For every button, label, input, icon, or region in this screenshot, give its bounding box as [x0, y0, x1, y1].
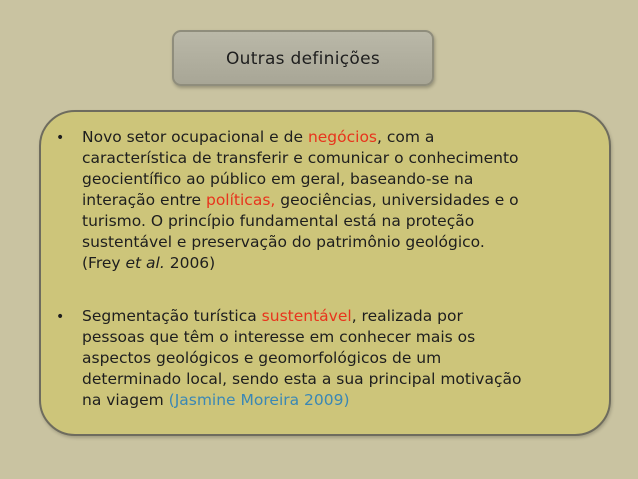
text-segment: na viagem [82, 391, 169, 409]
highlighted-text: (Jasmine Moreira 2009) [168, 391, 350, 409]
text-segment: , com a [377, 128, 435, 146]
text-line [82, 306, 602, 327]
text-segment: et al. [125, 254, 165, 272]
text-line [82, 211, 602, 232]
text-segment: determinado local, sendo esta a sua principal motivação [82, 370, 522, 388]
text-segment: 2006) [164, 254, 216, 272]
bullet-text [82, 127, 602, 274]
highlighted-text: sustentável [261, 307, 352, 325]
text-line [82, 169, 602, 190]
text-line [82, 127, 602, 148]
text-segment: interação entre [82, 191, 206, 209]
text-segment: aspectos geológicos e geomorfológicos de um [82, 349, 442, 367]
title-box [172, 30, 434, 86]
content-box [39, 110, 611, 436]
bullet-text [82, 306, 602, 411]
text-segment: característica de transferir e comunicar o conhecimento [82, 149, 519, 167]
highlighted-text: negócios [307, 128, 378, 146]
text-line [82, 348, 602, 369]
text-segment: Segmentação turística [82, 307, 262, 325]
text-segment: sustentável e preservação do patrimônio geológico. [82, 233, 485, 251]
text-line [82, 253, 602, 274]
bullet-icon: • [56, 130, 65, 146]
text-line [82, 190, 602, 211]
text-line [82, 232, 602, 253]
text-segment: pessoas que têm o interesse em conhecer mais os [82, 328, 476, 346]
text-line [82, 327, 602, 348]
text-segment: (Frey [82, 254, 126, 272]
highlighted-text: políticas, [205, 191, 276, 209]
text-segment: geocientífico ao público em geral, baseando-se na [82, 170, 474, 188]
text-line [82, 148, 602, 169]
slide-title: Outras definições [225, 49, 381, 69]
text-segment: , realizada por [351, 307, 463, 325]
text-segment: Novo setor ocupacional e de [82, 128, 308, 146]
text-segment: turismo. O princípio fundamental está na proteção [82, 212, 475, 230]
text-segment: geociências, universidades e o [275, 191, 519, 209]
bullet-icon: • [56, 309, 65, 325]
text-line [82, 369, 602, 390]
text-line [82, 390, 602, 411]
